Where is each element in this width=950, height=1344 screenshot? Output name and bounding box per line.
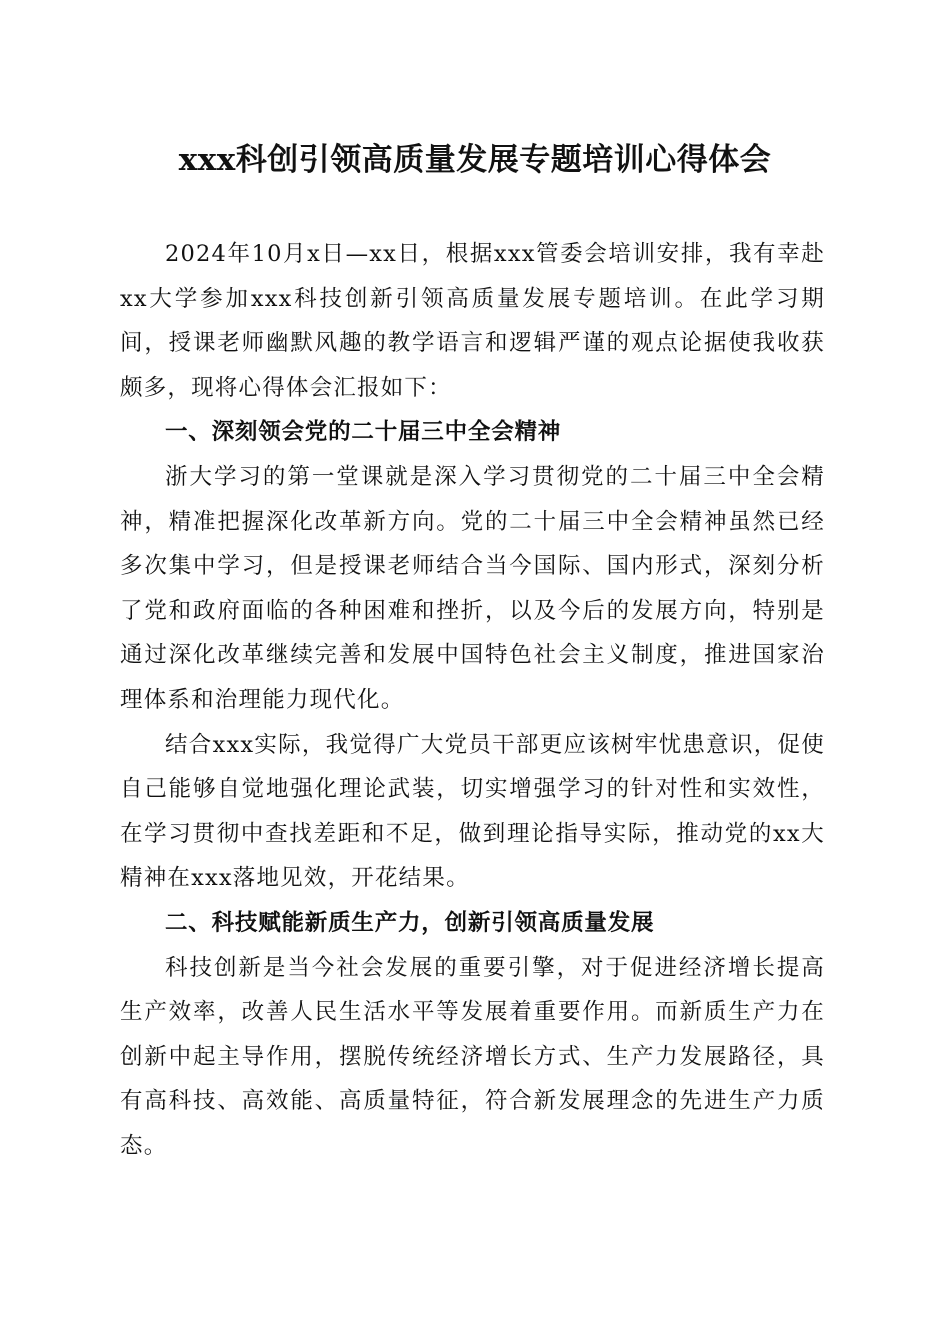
document-body	[120, 232, 825, 1168]
section-2-paragraph-1: 科技创新是当今社会发展的重要引擎，对于促进经济增长提高生产效率，改善人民生活水平等发展着重要作用。而新质生产力在创新中起主导作用，摆脱传统经济增长方式、生产力发展路径，具有高科技、高效能、高质量特征，符合新发展理念的先进生产力质态。	[120, 954, 825, 1159]
section-heading-2: 二、科技赋能新质生产力，创新引领高质量发展	[165, 909, 655, 936]
section-1-paragraph-1: 浙大学习的第一堂课就是深入学习贯彻党的二十届三中全会精神，精准把握深化改革新方向。党的二十届三中全会精神虽然已经多次集中学习，但是授课老师结合当今国际、国内形式，深刻分析了党和政府面临的各种困难和挫折，以及今后的发展方向，特别是通过深化改革继续完善和发展中国特色社会主义制度，推进国家治理体系和治理能力现代化。	[120, 463, 825, 713]
section-1-paragraph-2: 结合xxx实际，我觉得广大党员干部更应该树牢忧患意识，促使自己能够自觉地强化理论武装，切实增强学习的针对性和实效性，在学习贯彻中查找差距和不足，做到理论指导实际，推动党的xx大精神在xxx落地见效，开花结果。	[120, 731, 825, 892]
document-title: xxx科创引领高质量发展专题培训心得体会	[178, 142, 772, 178]
intro-paragraph: 2024年10月x日—xx日，根据xxx管委会培训安排，我有幸赴xx大学参加xxx科技创新引领高质量发展专题培训。在此学习期间，授课老师幽默风趣的教学语言和逻辑严谨的观点论据使我收获颇多，现将心得体会汇报如下：	[120, 241, 825, 401]
section-heading-1: 一、深刻领会党的二十届三中全会精神	[165, 419, 562, 446]
